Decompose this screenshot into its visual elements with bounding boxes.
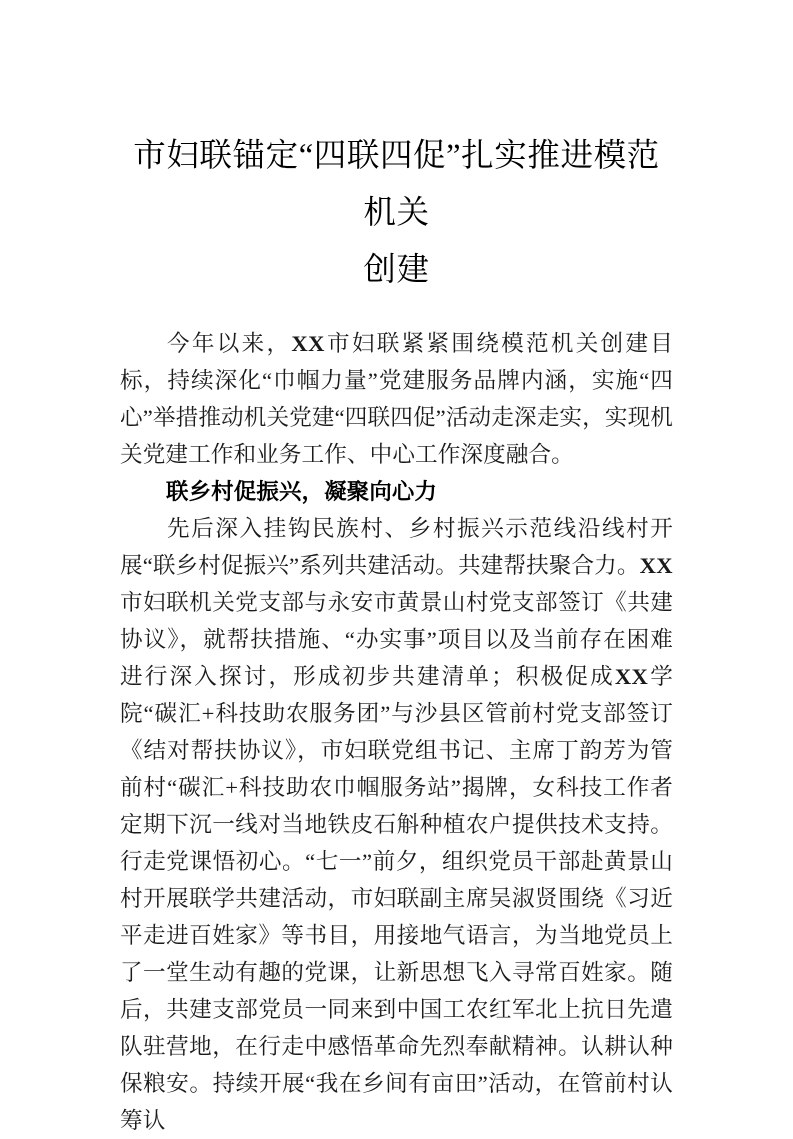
latin-run: XX xyxy=(639,553,673,578)
paragraph-intro-text: 今年以来，XX市妇联紧紧围绕模范机关创建目标，持续深化“巾帼力量”党建服务品牌内涵，实施“四心”举措推动机关党建“四联四促”活动走深走实，实现机关党建工作和业务工作、中心工作深度融合。 xyxy=(120,331,673,467)
paragraph-section-1-body xyxy=(120,510,673,1139)
paragraph-intro xyxy=(120,325,673,473)
latin-run: XX xyxy=(291,331,325,356)
latin-run: XX xyxy=(614,664,649,689)
page-title: 市妇联锚定“四联四促”扎实推进模范机关 创建 xyxy=(133,138,660,288)
document-content xyxy=(120,0,673,1139)
document-body xyxy=(120,299,673,1139)
paragraph-section-1-text: 先后深入挂钩民族村、乡村振兴示范线沿线村开展“联乡村促振兴”系列共建活动。共建帮扶聚合力。XX市妇联机关党支部与永安市黄景山村党支部签订《共建协议》，就帮扶措施、“办实事”项目以及当前存在困难进行深入探讨，形成初步共建清单；积极促成XX学院“碳汇+科技助农服务团”与沙县区管前村党支部签订《结对帮扶协议》，市妇联党组书记、主席丁韵芳为管前村“碳汇+科技助农巾帼服务站”揭牌，女科技工作者定期下沉一线对当地铁皮石斛种植农户提供技术支持。行走党课悟初心。“七一”前夕，组织党员干部赴黄景山村开展联学共建活动，市妇联副主席吴淑贤围绕《习近平走进百姓家》等书目，用接地气语言，为当地党员上了一堂生动有趣的党课，让新思想飞入寻常百姓家。随后，共建支部党员一同来到中国工农红军北上抗日先遣队驻营地，在行走中感悟革命先烈奉献精神。认耕认种保粮安。持续开展“我在乡间有亩田”活动，在管前村认筹认 xyxy=(120,516,673,1133)
section-heading-1: 联乡村促振兴，凝聚向心力 xyxy=(166,479,438,504)
